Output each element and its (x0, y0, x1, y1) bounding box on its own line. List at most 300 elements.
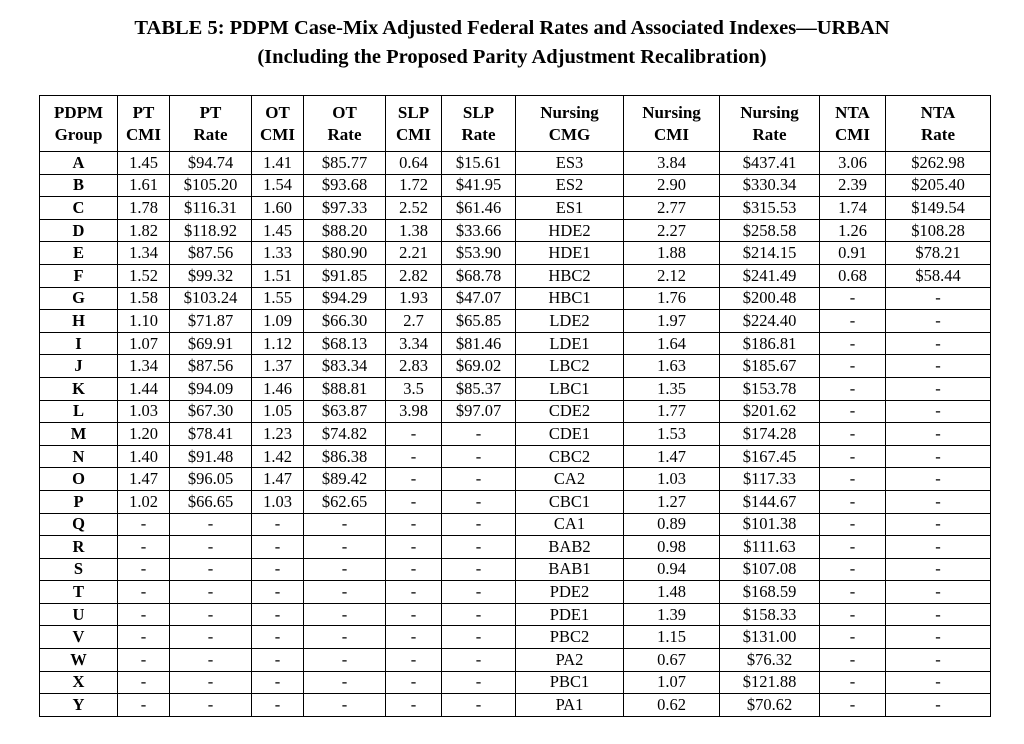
cell-nursing-rate: $330.34 (720, 174, 820, 197)
cell-slp-rate: - (442, 649, 516, 672)
cell-nursing-cmg: CDE2 (516, 400, 624, 423)
cell-ot-rate: $85.77 (304, 152, 386, 175)
table-row (40, 603, 991, 626)
cell-nta-cmi: - (820, 377, 886, 400)
cell-nta-cmi: - (820, 558, 886, 581)
cell-pdpm-group: H (40, 310, 118, 333)
table-row (40, 377, 991, 400)
cell-ot-cmi: 1.03 (252, 490, 304, 513)
column-header-pdpm-group (40, 96, 118, 152)
cell-nta-cmi: - (820, 626, 886, 649)
cell-pt-cmi: - (118, 649, 170, 672)
cell-slp-cmi: 3.5 (386, 377, 442, 400)
cell-pt-rate: $91.48 (170, 445, 252, 468)
table-row (40, 355, 991, 378)
column-header-slp-rate (442, 96, 516, 152)
cell-nta-rate: $149.54 (886, 197, 991, 220)
cell-nta-cmi: - (820, 355, 886, 378)
cell-ot-cmi: - (252, 558, 304, 581)
cell-nta-cmi: - (820, 332, 886, 355)
column-header-line: CMI (260, 124, 295, 144)
cell-ot-rate: $74.82 (304, 423, 386, 446)
cell-slp-cmi: - (386, 536, 442, 559)
cell-slp-rate: - (442, 603, 516, 626)
table-row (40, 287, 991, 310)
cell-nursing-cmi: 1.35 (624, 377, 720, 400)
cell-nta-rate: - (886, 377, 991, 400)
cell-nta-cmi: - (820, 649, 886, 672)
column-header-line: CMI (396, 124, 431, 144)
cell-pt-rate: $67.30 (170, 400, 252, 423)
cell-nta-rate: - (886, 626, 991, 649)
column-header-nursing-cmg (516, 96, 624, 152)
cell-pdpm-group: X (40, 671, 118, 694)
cell-pt-cmi: 1.34 (118, 355, 170, 378)
table-row (40, 490, 991, 513)
column-header-line: PT (199, 102, 222, 122)
cell-nursing-cmg: HDE2 (516, 219, 624, 242)
table-row (40, 581, 991, 604)
cell-pt-cmi: 1.61 (118, 174, 170, 197)
cell-nta-cmi: - (820, 536, 886, 559)
cell-nursing-cmi: 1.48 (624, 581, 720, 604)
cell-nursing-cmi: 0.67 (624, 649, 720, 672)
cell-nta-rate: $78.21 (886, 242, 991, 265)
cell-nta-cmi: 1.74 (820, 197, 886, 220)
column-header-line: Nursing (540, 102, 599, 122)
column-header-line: Rate (752, 124, 787, 144)
table-header (40, 96, 991, 152)
cell-ot-rate: $68.13 (304, 332, 386, 355)
cell-nta-cmi: - (820, 287, 886, 310)
cell-nta-cmi: 0.68 (820, 264, 886, 287)
cell-nursing-cmg: PDE2 (516, 581, 624, 604)
cell-nta-cmi: - (820, 694, 886, 717)
cell-ot-cmi: - (252, 649, 304, 672)
cell-nursing-cmg: ES1 (516, 197, 624, 220)
table-row (40, 219, 991, 242)
cell-ot-cmi: 1.41 (252, 152, 304, 175)
cell-nta-rate: - (886, 513, 991, 536)
cell-pt-cmi: 1.07 (118, 332, 170, 355)
cell-nta-rate: - (886, 671, 991, 694)
cell-slp-rate: - (442, 694, 516, 717)
column-header-line: Nursing (740, 102, 799, 122)
cell-nursing-cmg: LBC2 (516, 355, 624, 378)
column-header-nursing-rate (720, 96, 820, 152)
cell-pt-rate: $87.56 (170, 242, 252, 265)
cell-slp-cmi: - (386, 445, 442, 468)
cell-ot-cmi: - (252, 513, 304, 536)
cell-nta-cmi: - (820, 603, 886, 626)
cell-slp-cmi: - (386, 581, 442, 604)
cell-slp-cmi: - (386, 490, 442, 513)
cell-nta-cmi: - (820, 400, 886, 423)
cell-pdpm-group: P (40, 490, 118, 513)
cell-nursing-cmg: PBC1 (516, 671, 624, 694)
cell-ot-cmi: - (252, 603, 304, 626)
column-header-line: Rate (921, 124, 955, 144)
cell-nursing-rate: $107.08 (720, 558, 820, 581)
cell-pt-rate: $94.74 (170, 152, 252, 175)
column-header-line: Rate (193, 124, 228, 144)
cell-ot-rate: - (304, 626, 386, 649)
pdpm-rates-table (39, 95, 991, 717)
cell-slp-rate: $69.02 (442, 355, 516, 378)
cell-pt-rate: - (170, 603, 252, 626)
cell-nta-cmi: - (820, 468, 886, 491)
cell-slp-rate: - (442, 671, 516, 694)
cell-pt-rate: $105.20 (170, 174, 252, 197)
cell-slp-cmi: 1.93 (386, 287, 442, 310)
cell-pt-rate: - (170, 536, 252, 559)
column-header-ot-cmi (252, 96, 304, 152)
cell-ot-cmi: - (252, 694, 304, 717)
cell-slp-cmi: 1.38 (386, 219, 442, 242)
cell-nta-rate: - (886, 558, 991, 581)
column-header-line: NTA (920, 102, 956, 122)
column-header-line: Rate (327, 124, 362, 144)
cell-nursing-rate: $186.81 (720, 332, 820, 355)
cell-nursing-rate: $200.48 (720, 287, 820, 310)
title-line-1: TABLE 5: PDPM Case-Mix Adjusted Federal Rates and Associated Indexes—URBAN (134, 17, 890, 39)
cell-pdpm-group: M (40, 423, 118, 446)
cell-slp-cmi: 3.98 (386, 400, 442, 423)
cell-slp-rate: - (442, 581, 516, 604)
cell-pdpm-group: F (40, 264, 118, 287)
cell-pt-cmi: 1.82 (118, 219, 170, 242)
cell-ot-rate: - (304, 581, 386, 604)
cell-ot-cmi: - (252, 536, 304, 559)
cell-pt-cmi: - (118, 626, 170, 649)
cell-nta-rate: - (886, 581, 991, 604)
cell-nta-rate: - (886, 287, 991, 310)
cell-slp-rate: - (442, 536, 516, 559)
cell-nta-cmi: - (820, 581, 886, 604)
column-header-line: Rate (461, 124, 496, 144)
cell-pdpm-group: K (40, 377, 118, 400)
cell-nursing-cmi: 2.12 (624, 264, 720, 287)
cell-nursing-cmg: CBC2 (516, 445, 624, 468)
cell-nursing-cmg: PDE1 (516, 603, 624, 626)
cell-nursing-rate: $214.15 (720, 242, 820, 265)
cell-nursing-rate: $258.58 (720, 219, 820, 242)
cell-pdpm-group: A (40, 152, 118, 175)
cell-pt-rate: $87.56 (170, 355, 252, 378)
cell-pdpm-group: T (40, 581, 118, 604)
cell-ot-rate: $80.90 (304, 242, 386, 265)
cell-nursing-cmi: 2.27 (624, 219, 720, 242)
cell-pdpm-group: W (40, 649, 118, 672)
table-row (40, 264, 991, 287)
cell-nta-cmi: 1.26 (820, 219, 886, 242)
cell-pt-rate: - (170, 649, 252, 672)
cell-ot-cmi: - (252, 671, 304, 694)
cell-nursing-rate: $158.33 (720, 603, 820, 626)
cell-ot-rate: - (304, 558, 386, 581)
cell-nursing-cmg: CBC1 (516, 490, 624, 513)
cell-nursing-cmg: PA1 (516, 694, 624, 717)
cell-pdpm-group: J (40, 355, 118, 378)
cell-slp-cmi: - (386, 513, 442, 536)
column-header-nta-cmi (820, 96, 886, 152)
cell-pt-cmi: - (118, 581, 170, 604)
cell-ot-rate: - (304, 649, 386, 672)
column-header-slp-cmi (386, 96, 442, 152)
cell-ot-cmi: 1.23 (252, 423, 304, 446)
cell-nta-cmi: 3.06 (820, 152, 886, 175)
cell-pt-rate: $94.09 (170, 377, 252, 400)
cell-slp-cmi: - (386, 671, 442, 694)
cell-pt-rate: $66.65 (170, 490, 252, 513)
table-row (40, 626, 991, 649)
cell-nta-cmi: - (820, 445, 886, 468)
table-row (40, 242, 991, 265)
cell-nursing-cmi: 3.84 (624, 152, 720, 175)
cell-nta-rate: $205.40 (886, 174, 991, 197)
cell-ot-rate: $93.68 (304, 174, 386, 197)
cell-ot-rate: - (304, 536, 386, 559)
cell-pt-rate: - (170, 626, 252, 649)
column-header-line: Group (54, 124, 103, 144)
cell-pt-cmi: 1.40 (118, 445, 170, 468)
cell-pt-cmi: - (118, 558, 170, 581)
cell-pdpm-group: E (40, 242, 118, 265)
cell-nursing-cmi: 0.62 (624, 694, 720, 717)
cell-nursing-cmg: HDE1 (516, 242, 624, 265)
cell-pt-rate: $103.24 (170, 287, 252, 310)
cell-nursing-cmi: 1.47 (624, 445, 720, 468)
cell-nursing-cmi: 1.97 (624, 310, 720, 333)
cell-slp-cmi: - (386, 694, 442, 717)
cell-ot-rate: $62.65 (304, 490, 386, 513)
cell-ot-cmi: 1.60 (252, 197, 304, 220)
cell-ot-rate: $88.81 (304, 377, 386, 400)
cell-ot-rate: $89.42 (304, 468, 386, 491)
cell-nursing-cmi: 2.90 (624, 174, 720, 197)
cell-nta-rate: - (886, 603, 991, 626)
column-header-line: SLP (397, 102, 430, 122)
cell-nursing-cmg: ES2 (516, 174, 624, 197)
cell-pt-rate: $69.91 (170, 332, 252, 355)
cell-slp-rate: - (442, 513, 516, 536)
cell-pt-cmi: 1.20 (118, 423, 170, 446)
column-header-nursing-cmi (624, 96, 720, 152)
cell-nta-cmi: - (820, 310, 886, 333)
cell-slp-rate: - (442, 558, 516, 581)
cell-slp-rate: $53.90 (442, 242, 516, 265)
cell-slp-cmi: 2.7 (386, 310, 442, 333)
cell-ot-cmi: 1.45 (252, 219, 304, 242)
cell-nursing-rate: $201.62 (720, 400, 820, 423)
cell-nta-rate: - (886, 536, 991, 559)
cell-nursing-cmg: CA1 (516, 513, 624, 536)
cell-pt-cmi: 1.78 (118, 197, 170, 220)
cell-pt-rate: $71.87 (170, 310, 252, 333)
cell-pdpm-group: B (40, 174, 118, 197)
cell-slp-cmi: - (386, 558, 442, 581)
table-row (40, 400, 991, 423)
cell-ot-cmi: - (252, 581, 304, 604)
column-header-pt-cmi (118, 96, 170, 152)
cell-ot-cmi: 1.42 (252, 445, 304, 468)
cell-slp-cmi: - (386, 649, 442, 672)
cell-slp-rate: $33.66 (442, 219, 516, 242)
cell-pdpm-group: Y (40, 694, 118, 717)
cell-nursing-rate: $241.49 (720, 264, 820, 287)
cell-slp-rate: $81.46 (442, 332, 516, 355)
cell-nursing-cmi: 1.15 (624, 626, 720, 649)
cell-nursing-cmg: ES3 (516, 152, 624, 175)
cell-nursing-rate: $224.40 (720, 310, 820, 333)
cell-pt-rate: - (170, 513, 252, 536)
cell-nta-cmi: - (820, 671, 886, 694)
cell-slp-rate: $15.61 (442, 152, 516, 175)
cell-slp-rate: - (442, 468, 516, 491)
cell-pdpm-group: S (40, 558, 118, 581)
cell-nursing-rate: $315.53 (720, 197, 820, 220)
cell-nta-rate: - (886, 310, 991, 333)
cell-ot-cmi: 1.37 (252, 355, 304, 378)
cell-nursing-cmi: 1.07 (624, 671, 720, 694)
cell-slp-rate: $97.07 (442, 400, 516, 423)
cell-nursing-rate: $70.62 (720, 694, 820, 717)
cell-ot-cmi: - (252, 626, 304, 649)
cell-nursing-cmi: 1.27 (624, 490, 720, 513)
cell-pt-cmi: 1.44 (118, 377, 170, 400)
table-row (40, 649, 991, 672)
cell-ot-cmi: 1.33 (252, 242, 304, 265)
cell-nta-rate: - (886, 400, 991, 423)
cell-ot-cmi: 1.12 (252, 332, 304, 355)
cell-pt-cmi: 1.02 (118, 490, 170, 513)
cell-pt-cmi: 1.34 (118, 242, 170, 265)
cell-ot-rate: - (304, 671, 386, 694)
cell-ot-rate: - (304, 513, 386, 536)
cell-ot-rate: $91.85 (304, 264, 386, 287)
cell-nursing-cmi: 0.98 (624, 536, 720, 559)
cell-pt-rate: - (170, 558, 252, 581)
cell-nursing-cmi: 1.53 (624, 423, 720, 446)
cell-pt-rate: $96.05 (170, 468, 252, 491)
cell-pdpm-group: D (40, 219, 118, 242)
table-row (40, 152, 991, 175)
cell-pt-rate: - (170, 581, 252, 604)
cell-pdpm-group: I (40, 332, 118, 355)
cell-ot-cmi: 1.51 (252, 264, 304, 287)
cell-nursing-cmg: CDE1 (516, 423, 624, 446)
cell-nursing-rate: $437.41 (720, 152, 820, 175)
column-header-line: PDPM (53, 102, 104, 122)
cell-pt-cmi: - (118, 536, 170, 559)
cell-slp-cmi: - (386, 468, 442, 491)
cell-ot-rate: $83.34 (304, 355, 386, 378)
cell-pt-rate: $78.41 (170, 423, 252, 446)
column-header-pt-rate (170, 96, 252, 152)
cell-pt-cmi: 1.58 (118, 287, 170, 310)
cell-pt-rate: $99.32 (170, 264, 252, 287)
column-header-line: CMI (835, 124, 870, 144)
cell-nta-rate: - (886, 649, 991, 672)
table-row (40, 671, 991, 694)
cell-pt-cmi: 1.45 (118, 152, 170, 175)
table-row (40, 445, 991, 468)
cell-pdpm-group: V (40, 626, 118, 649)
cell-pt-cmi: 1.52 (118, 264, 170, 287)
column-header-line: CMI (654, 124, 689, 144)
cell-slp-rate: $41.95 (442, 174, 516, 197)
cell-nta-rate: - (886, 423, 991, 446)
cell-nursing-rate: $111.63 (720, 536, 820, 559)
cell-nursing-cmi: 0.89 (624, 513, 720, 536)
table-row (40, 423, 991, 446)
cell-nursing-rate: $101.38 (720, 513, 820, 536)
cell-pdpm-group: U (40, 603, 118, 626)
cell-nursing-cmg: PA2 (516, 649, 624, 672)
cell-nta-rate: $58.44 (886, 264, 991, 287)
column-header-line: PT (132, 102, 155, 122)
cell-nursing-cmi: 1.63 (624, 355, 720, 378)
cell-ot-cmi: 1.54 (252, 174, 304, 197)
column-header-ot-rate (304, 96, 386, 152)
cell-pdpm-group: C (40, 197, 118, 220)
cell-ot-cmi: 1.09 (252, 310, 304, 333)
cell-nursing-cmg: BAB1 (516, 558, 624, 581)
cell-nursing-cmi: 2.77 (624, 197, 720, 220)
cell-nursing-cmg: BAB2 (516, 536, 624, 559)
cell-pdpm-group: N (40, 445, 118, 468)
cell-slp-cmi: 2.82 (386, 264, 442, 287)
cell-nta-cmi: - (820, 513, 886, 536)
cell-slp-rate: - (442, 626, 516, 649)
cell-nta-cmi: 2.39 (820, 174, 886, 197)
cell-nursing-cmi: 1.77 (624, 400, 720, 423)
cell-slp-cmi: 2.21 (386, 242, 442, 265)
cell-slp-rate: $61.46 (442, 197, 516, 220)
cell-nta-cmi: - (820, 423, 886, 446)
column-header-line: CMG (548, 124, 591, 144)
table-row (40, 536, 991, 559)
cell-slp-rate: $85.37 (442, 377, 516, 400)
cell-nursing-cmg: CA2 (516, 468, 624, 491)
document-title (0, 14, 1024, 72)
cell-nursing-cmi: 1.03 (624, 468, 720, 491)
cell-ot-cmi: 1.47 (252, 468, 304, 491)
cell-nursing-cmg: HBC1 (516, 287, 624, 310)
cell-ot-rate: - (304, 603, 386, 626)
cell-pt-cmi: - (118, 603, 170, 626)
cell-nta-rate: - (886, 332, 991, 355)
cell-ot-rate: - (304, 694, 386, 717)
column-header-line: CMI (126, 124, 161, 144)
cell-slp-cmi: 3.34 (386, 332, 442, 355)
cell-slp-cmi: 0.64 (386, 152, 442, 175)
cell-nursing-cmg: LDE2 (516, 310, 624, 333)
cell-slp-rate: - (442, 490, 516, 513)
cell-nta-rate: - (886, 490, 991, 513)
cell-pt-rate: $118.92 (170, 219, 252, 242)
table-row (40, 310, 991, 333)
cell-nta-rate: - (886, 445, 991, 468)
cell-slp-cmi: 2.83 (386, 355, 442, 378)
cell-nursing-cmi: 1.64 (624, 332, 720, 355)
cell-nursing-cmg: LBC1 (516, 377, 624, 400)
cell-slp-cmi: 1.72 (386, 174, 442, 197)
cell-nursing-cmg: HBC2 (516, 264, 624, 287)
cell-nursing-cmi: 1.76 (624, 287, 720, 310)
cell-pdpm-group: O (40, 468, 118, 491)
cell-ot-rate: $86.38 (304, 445, 386, 468)
